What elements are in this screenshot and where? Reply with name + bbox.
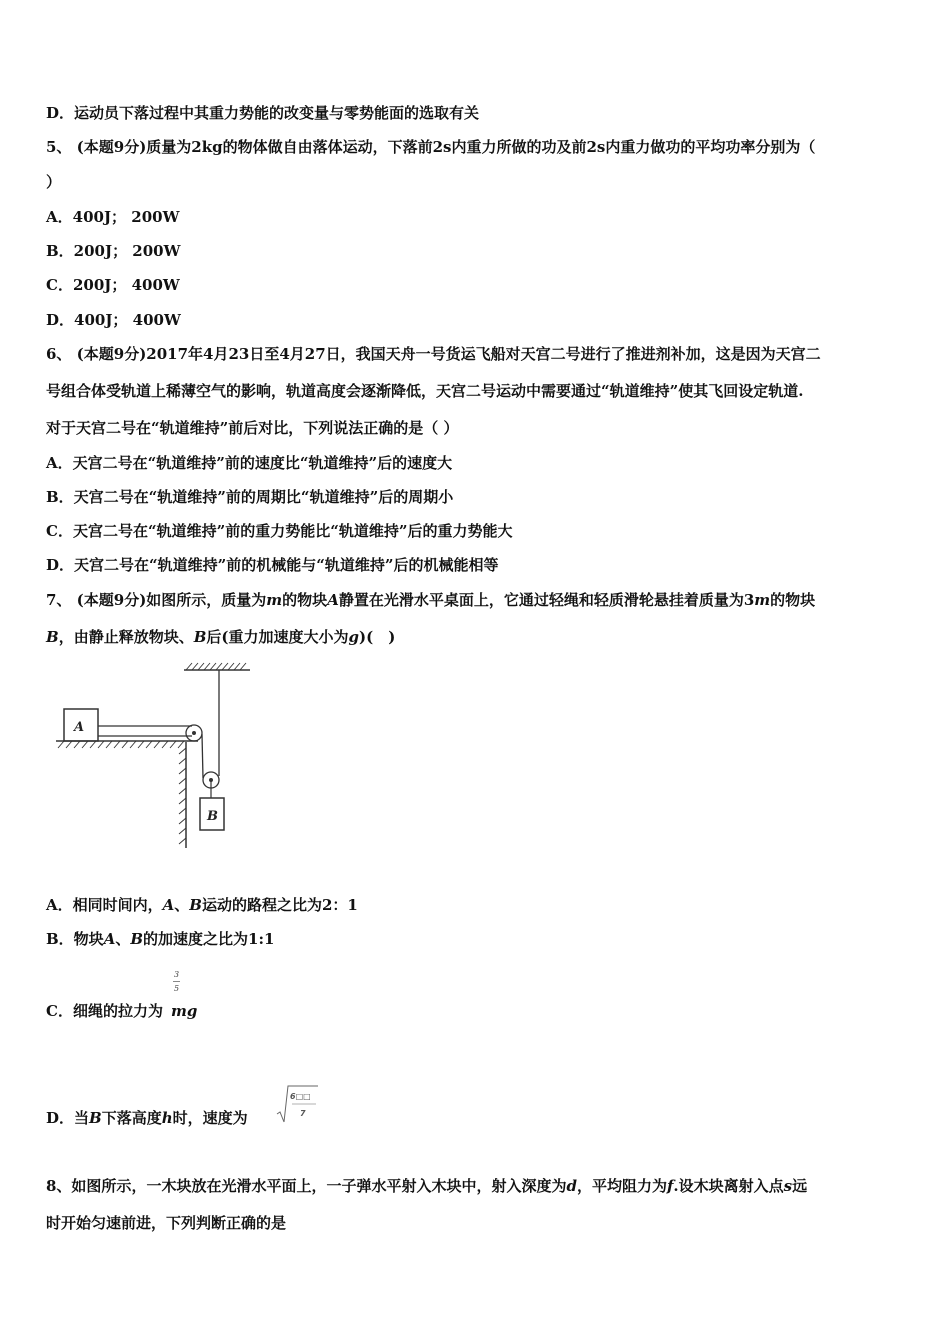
q6-option-d: D．天宫二号在“轨道维持”前的机械能与“轨道维持”后的机械能相等 bbox=[46, 556, 499, 574]
figure-label-b: B bbox=[207, 809, 218, 824]
q5-stem-line1: 5、 (本题9分)质量为2kg的物体做自由落体运动，下落前2s内重力所做的功及前2s内重力做功的平均功率分别为（ bbox=[46, 138, 816, 156]
q4-option-d: D．运动员下落过程中其重力势能的改变量与零势能面的选取有关 bbox=[46, 104, 480, 122]
q6-option-a: A．天宫二号在“轨道维持”前的速度比“轨道维持”后的速度大 bbox=[46, 454, 453, 472]
q5-option-a: A．400J； 200W bbox=[46, 208, 180, 226]
q5-stem-line2: ） bbox=[46, 173, 62, 191]
q7-option-b: B．物块A、B的加速度之比为1:1 bbox=[46, 930, 275, 948]
q7-c-fraction-denominator: 5 bbox=[174, 984, 180, 993]
q7-d-sqrt-denominator: 7 bbox=[300, 1109, 306, 1118]
q6-option-c: C．天宫二号在“轨道维持”前的重力势能比“轨道维持”后的重力势能大 bbox=[46, 522, 513, 540]
q5-option-c: C．200J； 400W bbox=[46, 276, 180, 294]
q5-option-b: B．200J； 200W bbox=[46, 242, 181, 260]
q7-option-a: A．相同时间内，A、B运动的路程之比为2：1 bbox=[46, 896, 358, 914]
q7-stem-line2: B，由静止释放物块、B后(重力加速度大小为g)( ) bbox=[46, 628, 396, 646]
pulley-figure bbox=[52, 658, 262, 854]
q6-stem-line3: 对于天宫二号在“轨道维持”前后对比，下列说法正确的是（ ） bbox=[46, 419, 459, 437]
q7-stem-line1: 7、 (本题9分)如图所示，质量为m的物块A静置在光滑水平桌面上，它通过轻绳和轻质滑轮悬挂着质量为3m的物块 bbox=[46, 591, 816, 609]
q7-c-fraction-bar bbox=[173, 981, 180, 982]
q8-stem-line1: 8、如图所示，一木块放在光滑水平面上，一子弹水平射入木块中，射入深度为d，平均阻力为f.设木块离射入点s远 bbox=[46, 1177, 808, 1195]
q6-option-b: B．天宫二号在“轨道维持”前的周期比“轨道维持”后的周期小 bbox=[46, 488, 454, 506]
q8-stem-line2: 时开始匀速前进，下列判断正确的是 bbox=[46, 1214, 287, 1232]
q7-option-d: D．当B下落高度h时，速度为 bbox=[46, 1109, 248, 1127]
q7-c-fraction-numerator: 3 bbox=[174, 970, 180, 979]
q7-d-sqrt-expression bbox=[276, 1084, 320, 1128]
q7-option-c: C．细绳的拉力为 mg bbox=[46, 1002, 198, 1020]
figure-label-a: A bbox=[74, 720, 85, 735]
q5-option-d: D．400J； 400W bbox=[46, 311, 181, 329]
q6-stem-line2: 号组合体受轨道上稀薄空气的影响，轨道高度会逐渐降低，天宫二号运动中需要通过“轨道维持”使其飞回设定轨道. bbox=[46, 382, 804, 400]
q7-d-sqrt-numerator: 6□□ bbox=[290, 1092, 311, 1101]
q6-stem-line1: 6、 (本题9分)2017年4月23日至4月27日，我国天舟一号货运飞船对天宫二号进行了推进剂补加，这是因为天宫二 bbox=[46, 345, 821, 363]
